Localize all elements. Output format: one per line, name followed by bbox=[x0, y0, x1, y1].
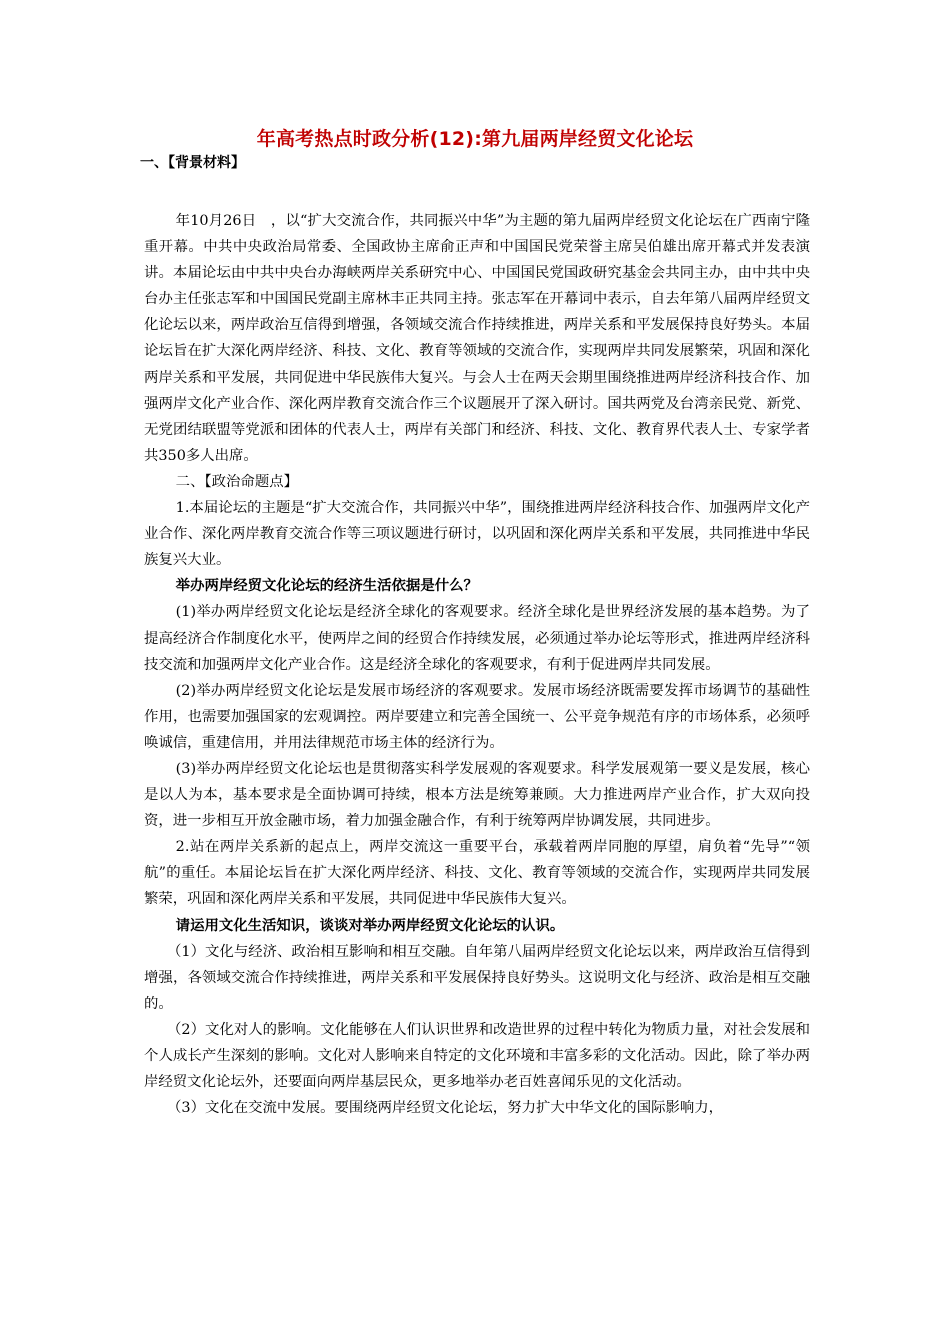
paragraph-culture-3: （3）文化在交流中发展。要围绕两岸经贸文化论坛，努力扩大中华文化的国际影响力， bbox=[167, 1100, 724, 1117]
paragraph-background: 年10月26日 ，以“扩大交流合作，共同振兴中华”为主题的第九届两岸经贸文化论坛在广西南宁隆重开幕。中共中央政治局常委、全国政协主席俞正声和中国国民党荣誉主席吴伯雄出席开幕式并发表演讲。本届论坛由中共中央台办海峡两岸关系研究中心、中国国民党国政研究基金会共同主办，由中共中央台办主任张志军和中国国民党副主席林丰正共同主持。张志军在开幕词中表示，自去年第八届两岸经贸文化论坛以来，两岸政治互信得到增强，各领域交流合作持续推进，两岸关系和平发展保持良好势头。本届论坛旨在扩大深化两岸经济、科技、文化、教育等领域的交流合作，实现两岸共同发展繁荣，巩固和深化两岸关系和平发展，共同促进中华民族伟大复兴。与会人士在两天会期里围绕推进两岸经济科技合作、加强两岸文化产业合作、深化两岸教育交流合作三个议题展开了深入研讨。国共两党及台湾亲民党、新党、无党团结联盟等党派和团体的代表人士，两岸有关部门和经济、科技、文化、教育界代表人士、专家学者共350多人出席。 bbox=[144, 213, 810, 464]
paragraph-economic-2: (2)举办两岸经贸文化论坛是发展市场经济的客观要求。发展市场经济既需要发挥市场调节的基础性作用，也需要加强国家的宏观调控。两岸要建立和完善全国统一、公平竞争规范有序的市场体系，必须呼唤诚信，重建信用，并用法律规范市场主体的经济行为。 bbox=[144, 682, 810, 751]
document-body bbox=[144, 208, 810, 1121]
paragraph-economic-3: (3)举办两岸经贸文化论坛也是贯彻落实科学发展观的客观要求。科学发展观第一要义是发展，核心是以人为本，基本要求是全面协调可持续，根本方法是统筹兼顾。大力推进两岸产业合作，扩大双向投资，进一步相互开放金融市场，着力加强金融合作，有利于统筹两岸协调发展，共同进步。 bbox=[144, 760, 810, 830]
document-title: 年高考热点时政分析(12):第九届两岸经贸文化论坛 bbox=[256, 128, 694, 150]
question-economic-basis: 举办两岸经贸文化论坛的经济生活依据是什么？ bbox=[175, 578, 478, 595]
question-cultural-life: 请运用文化生活知识，谈谈对举办两岸经贸文化论坛的认识。 bbox=[175, 917, 565, 934]
section-heading-background: 一、【背景材料】 bbox=[140, 155, 245, 171]
paragraph-culture-1: （1）文化与经济、政治相互影响和相互交融。自年第八届两岸经贸文化论坛以来，两岸政治互信得到增强，各领域交流合作持续推进，两岸关系和平发展保持良好势头。这说明文化与经济、政治是相互交融的。 bbox=[144, 943, 810, 1012]
paragraph-economic-1: (1)举办两岸经贸文化论坛是经济全球化的客观要求。经济全球化是世界经济发展的基本趋势。为了提高经济合作制度化水平，使两岸之间的经贸合作持续发展，必须通过举办论坛等形式，推进两岸经济科技交流和加强两岸文化产业合作。这是经济全球化的客观要求，有利于促进两岸共同发展。 bbox=[144, 604, 810, 673]
paragraph-point-2: 2.站在两岸关系新的起点上，两岸交流这一重要平台，承载着两岸同胞的厚望，肩负着“先导”“领航”的重任。本届论坛旨在扩大深化两岸经济、科技、文化、教育等领域的交流合作，实现两岸共同发展繁荣，巩固和深化两岸关系和平发展，共同促进中华民族伟大复兴。 bbox=[144, 839, 810, 908]
section-heading-political: 二、【政治命题点】 bbox=[175, 473, 298, 490]
paragraph-point-1: 1.本届论坛的主题是“扩大交流合作，共同振兴中华”，围绕推进两岸经济科技合作、加强两岸文化产业合作、深化两岸教育交流合作等三项议题进行研讨，以巩固和深化两岸关系和平发展，共同推进中华民族复兴大业。 bbox=[144, 500, 810, 569]
paragraph-culture-2: （2）文化对人的影响。文化能够在人们认识世界和改造世界的过程中转化为物质力量，对社会发展和个人成长产生深刻的影响。文化对人影响来自特定的文化环境和丰富多彩的文化活动。因此，除了举办两岸经贸文化论坛外，还要面向两岸基层民众，更多地举办老百姓喜闻乐见的文化活动。 bbox=[144, 1021, 810, 1091]
